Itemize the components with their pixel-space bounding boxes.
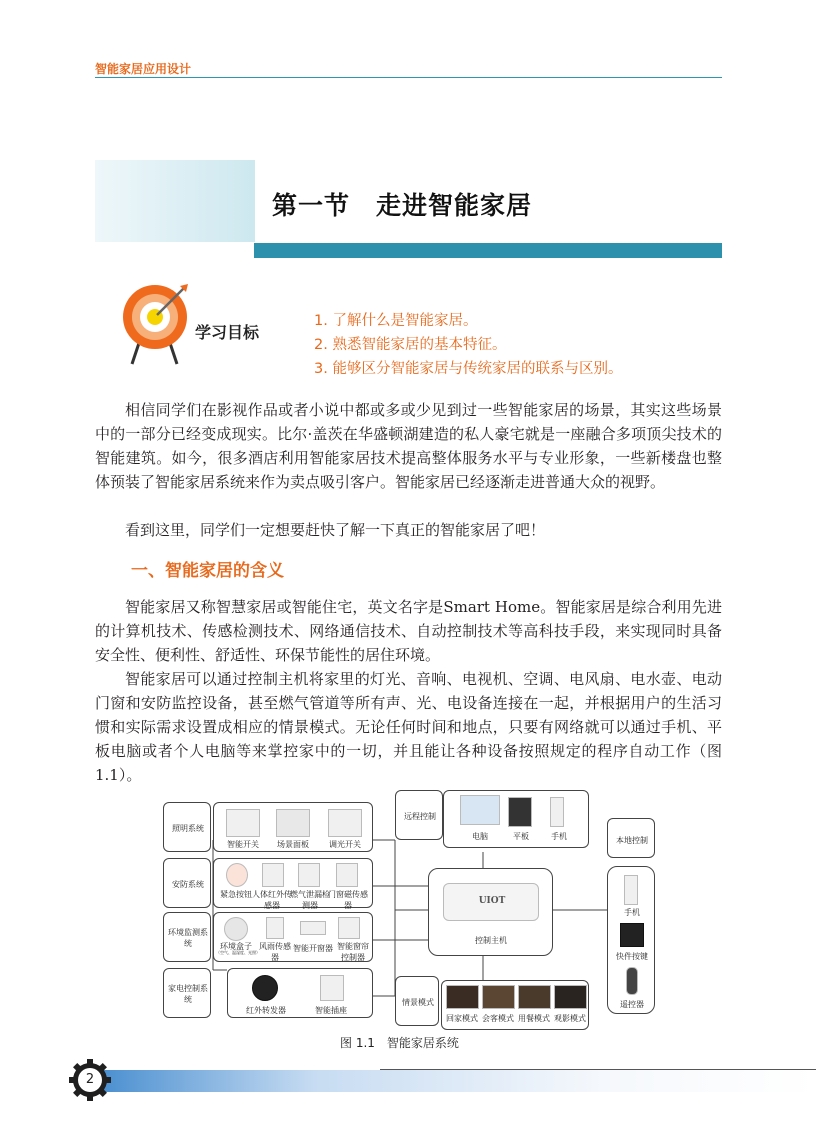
security-system-label-box [163,858,211,908]
header-rule [95,77,722,78]
figure-caption: 图 1.1 智能家居系统 [340,1036,459,1050]
paragraph-definition: 智能家居又称智慧家居或智能住宅，英文名字是Smart Home。智能家居是综合利用先进的计算机技术、传感检测技术、网络通信技术、自动控制技术等高科技手段，来实现同时具备安全性、便利性、舒适性、环保节能性的居住环境。 [95,598,722,664]
paragraph-intro: 相信同学们在影视作品或者小说中都或多或少见到过一些智能家居的场景，其实这些场景中的一部分已经变成现实。比尔·盖茨在华盛顿湖建造的私人豪宅就是一座融合多项顶尖技术的智能建筑。如今，很多酒店利用智能家居技术提高整体服务水平与专业形象，一些新楼盘也整体预装了智能家居系统来作为卖点吸引客户。智能家居已经逐渐走进普通大众的视野。 [95,401,722,491]
window-opener-image [300,921,326,935]
key-panel-image [620,923,644,947]
device-label: 回家模式 [446,1014,478,1023]
device-label: 门窗磁传感器 [328,890,368,910]
device-label: 遥控器 [620,1000,644,1009]
dimmer-switch-image [328,809,362,837]
device-label: 平板 [513,832,529,841]
remote-control-label-box [395,790,443,840]
remote-image [626,967,638,995]
environment-devices-box [213,912,373,962]
device-label: 智能开窗器 [293,944,333,953]
wind-rain-sensor-image [266,917,284,939]
curtain-controller-image [338,917,360,939]
lighting-system-title: 照明系统 [172,824,204,833]
scene-mode-label-box [395,976,439,1026]
gas-detector-image [298,863,320,887]
device-sub-label: （空气、温湿度、光照） [216,950,260,955]
local-control-label-box [607,818,655,858]
device-label: 观影模式 [554,1014,586,1023]
smart-socket-image [320,975,344,1001]
computer-image [460,795,500,825]
device-label: 燃气泄漏检测器 [290,890,330,910]
objectives-label: 学习目标 [195,323,260,342]
device-label: 手机 [551,832,567,841]
device-label: 紧急按钮 [220,890,252,899]
control-host-image [443,883,539,921]
paragraph-description: 智能家居可以通过控制主机将家里的灯光、音响、电视机、空调、电风扇、电水壶、电动门窗和安防监控设备，甚至燃气管道等所有声、光、电设备连接在一起，并根据用户的生活习惯和实际需求设置成相应的情景模式。无论任何时间和地点，只要有网络就可以通过手机、平板电脑或者个人电脑等来掌控家中的一切，并且能让各种设备按照规定的程序自动工作（图1.1）。 [95,670,722,784]
page-number: 2 [85,1072,95,1087]
device-label: 红外转发器 [246,1006,286,1015]
environment-system-title: 环境监测系统 [168,928,208,948]
security-devices-box [213,858,373,908]
guest-mode-image [482,985,515,1009]
scene-mode-title: 情景模式 [402,998,434,1007]
footer-rule [380,1069,816,1070]
appliance-system-label-box [163,968,211,1018]
phone-image [550,797,564,827]
scene-images-box [441,980,589,1030]
tablet-image [508,797,532,827]
ir-transmitter-image [252,975,278,1001]
local-control-title: 本地控制 [616,836,648,845]
host-label: 控制主机 [475,936,507,945]
dining-mode-image [518,985,551,1009]
target-icon [122,282,202,366]
footer-bar [100,1070,816,1092]
emergency-button-image [226,863,248,887]
device-label: 用餐模式 [518,1014,550,1023]
local-devices-box [607,866,655,1014]
device-label: 调光开关 [329,840,361,849]
figure-smart-home-system [163,790,648,1030]
objectives-list [314,309,622,381]
device-label: 会客模式 [482,1014,514,1023]
security-system-title: 安防系统 [172,880,204,889]
lighting-system-label-box [163,802,211,852]
local-phone-image [624,875,638,905]
appliance-devices-box [227,968,373,1018]
device-label: 电脑 [472,832,488,841]
paragraph-lead: 看到这里，同学们一定想要赶快了解一下真正的智能家居了吧！ [125,521,546,539]
device-label: 智能插座 [315,1006,347,1015]
device-label: 环境盒子 [220,942,252,951]
section-title: 第一节 走进智能家居 [272,191,533,220]
scene-panel-image [276,809,310,837]
device-label: 场景面板 [277,840,309,849]
device-label: 快件按键 [616,952,648,961]
device-label: 智能窗帘控制器 [337,942,369,962]
appliance-system-title: 家电控制系统 [168,984,208,1004]
title-gradient-block [95,160,255,242]
objective-item: 2. 熟悉智能家居的基本特征。 [314,337,507,353]
pir-sensor-image [262,863,284,887]
home-mode-image [446,985,479,1009]
host-box [428,868,553,956]
remote-control-title: 远程控制 [404,812,436,821]
device-label: 手机 [624,908,640,917]
device-label: 人体红外传感器 [252,890,292,910]
door-sensor-image [336,863,358,887]
running-head: 智能家居应用设计 [95,62,192,76]
lighting-devices-box [213,802,373,852]
remote-devices-box [443,790,589,848]
title-underline-bar [254,243,722,258]
device-label: 风雨传感器 [259,942,291,962]
objective-item: 3. 能够区分智能家居与传统家居的联系与区别。 [314,361,623,377]
environment-system-label-box [163,912,211,962]
objective-item: 1. 了解什么是智能家居。 [314,313,478,329]
section-heading: 一、智能家居的含义 [131,561,284,581]
smart-switch-image [226,809,260,837]
device-label: 智能开关 [227,840,259,849]
env-box-image [224,917,248,941]
movie-mode-image [554,985,587,1009]
host-brand-label: UIOT [478,896,506,906]
